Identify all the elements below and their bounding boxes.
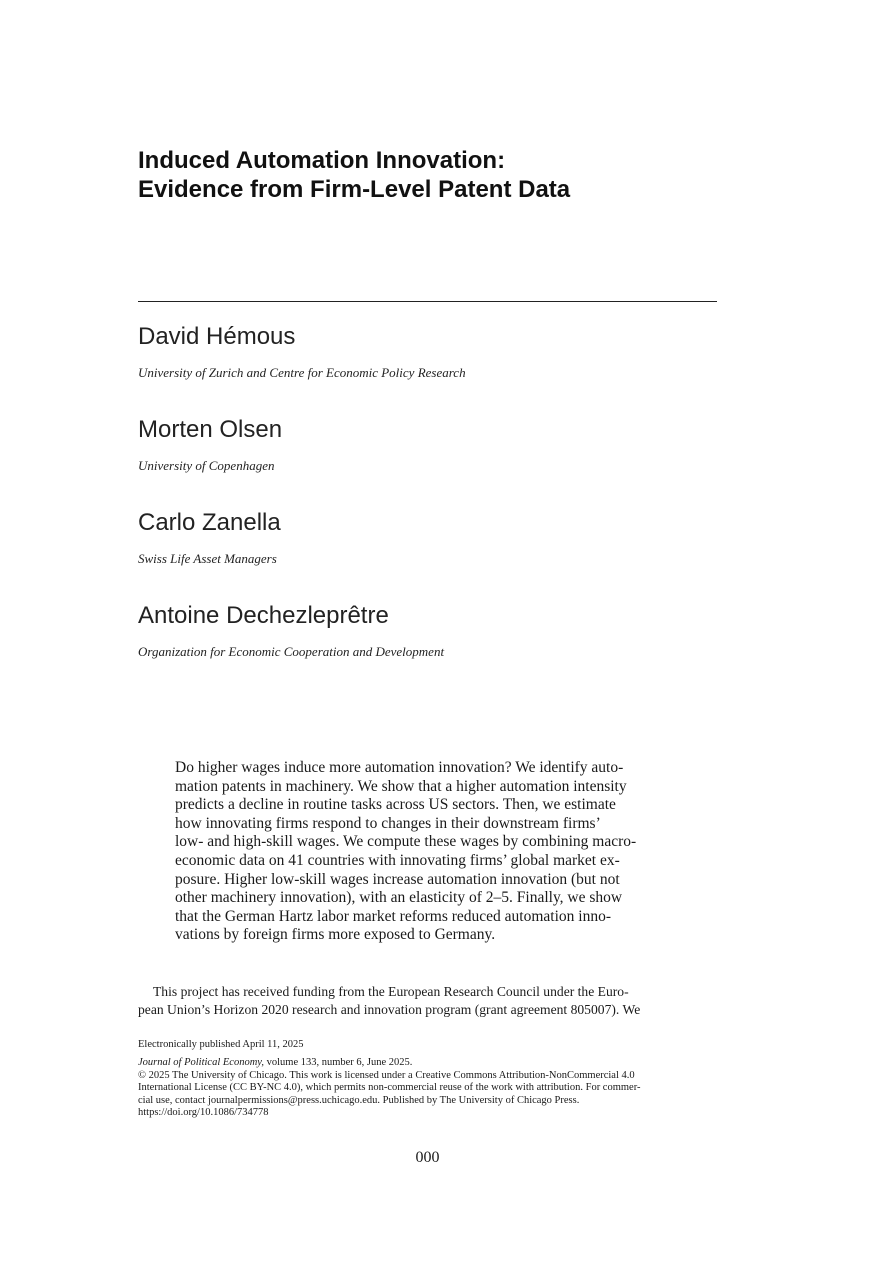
abstract-line: posure. Higher low-skill wages increase automation innovation (but not xyxy=(175,870,620,888)
abstract xyxy=(175,759,680,945)
abstract-line: predicts a decline in routine tasks across US sectors. Then, we estimate xyxy=(175,796,616,814)
license-line: International License (CC BY-NC 4.0), which permits non-commercial reuse of the work with attribution. For commer- xyxy=(138,1082,641,1094)
author-affiliation: Swiss Life Asset Managers xyxy=(138,551,277,566)
abstract-line: vations by foreign firms more exposed to Germany. xyxy=(175,926,496,944)
journal-citation xyxy=(138,1057,723,1070)
funding-line: This project has received funding from the European Research Council under the Euro- xyxy=(153,984,629,999)
abstract-line: economic data on 41 countries with innovating firms’ global market ex- xyxy=(175,851,620,869)
author-block xyxy=(138,508,718,601)
funding-note xyxy=(138,983,718,1019)
author-affiliation: University of Zurich and Centre for Economic Policy Research xyxy=(138,365,466,380)
author-affiliation: Organization for Economic Cooperation and Development xyxy=(138,644,445,659)
electronic-publication-date: Electronically published April 11, 2025 xyxy=(138,1039,304,1050)
author-name: Morten Olsen xyxy=(138,416,283,443)
publication-note xyxy=(138,1057,723,1120)
journal-issue: volume 133, number 6, June 2025. xyxy=(263,1057,413,1068)
author-name: David Hémous xyxy=(138,323,296,350)
license-line: cial use, contact journalpermissions@press.uchicago.edu. Published by The University of Chicago Press. xyxy=(138,1094,580,1106)
journal-name: Journal of Political Economy, xyxy=(138,1057,264,1068)
title-line-1: Induced Automation Innovation: xyxy=(138,147,506,174)
title-line-2: Evidence from Firm-Level Patent Data xyxy=(138,176,571,203)
abstract-line: other machinery innovation), with an elasticity of 2–5. Finally, we show xyxy=(175,889,623,907)
abstract-line: that the German Hartz labor market reforms reduced automation inno- xyxy=(175,907,611,925)
doi-link[interactable]: https://doi.org/10.1086/734778 xyxy=(138,1107,269,1119)
article-title xyxy=(138,146,738,204)
abstract-line: low- and high-skill wages. We compute these wages by combining macro- xyxy=(175,833,637,851)
author-name: Antoine Dechezleprêtre xyxy=(138,602,389,629)
license-line: © 2025 The University of Chicago. This work is licensed under a Creative Commons Attribution-NonCommercial 4.0 xyxy=(138,1069,635,1081)
author-list xyxy=(138,322,718,694)
author-block xyxy=(138,322,718,415)
author-name: Carlo Zanella xyxy=(138,509,281,536)
title-divider xyxy=(138,301,717,302)
abstract-line: how innovating firms respond to changes in their downstream firms’ xyxy=(175,814,601,832)
abstract-line: Do higher wages induce more automation innovation? We identify auto- xyxy=(175,759,624,776)
funding-line: pean Union’s Horizon 2020 research and innovation program (grant agreement 805007). We xyxy=(138,1002,641,1017)
abstract-line: mation patents in machinery. We show that a higher automation intensity xyxy=(175,777,627,795)
author-block xyxy=(138,601,718,694)
page-number: 000 xyxy=(415,1149,440,1166)
author-block xyxy=(138,415,718,508)
author-affiliation: University of Copenhagen xyxy=(138,458,275,473)
